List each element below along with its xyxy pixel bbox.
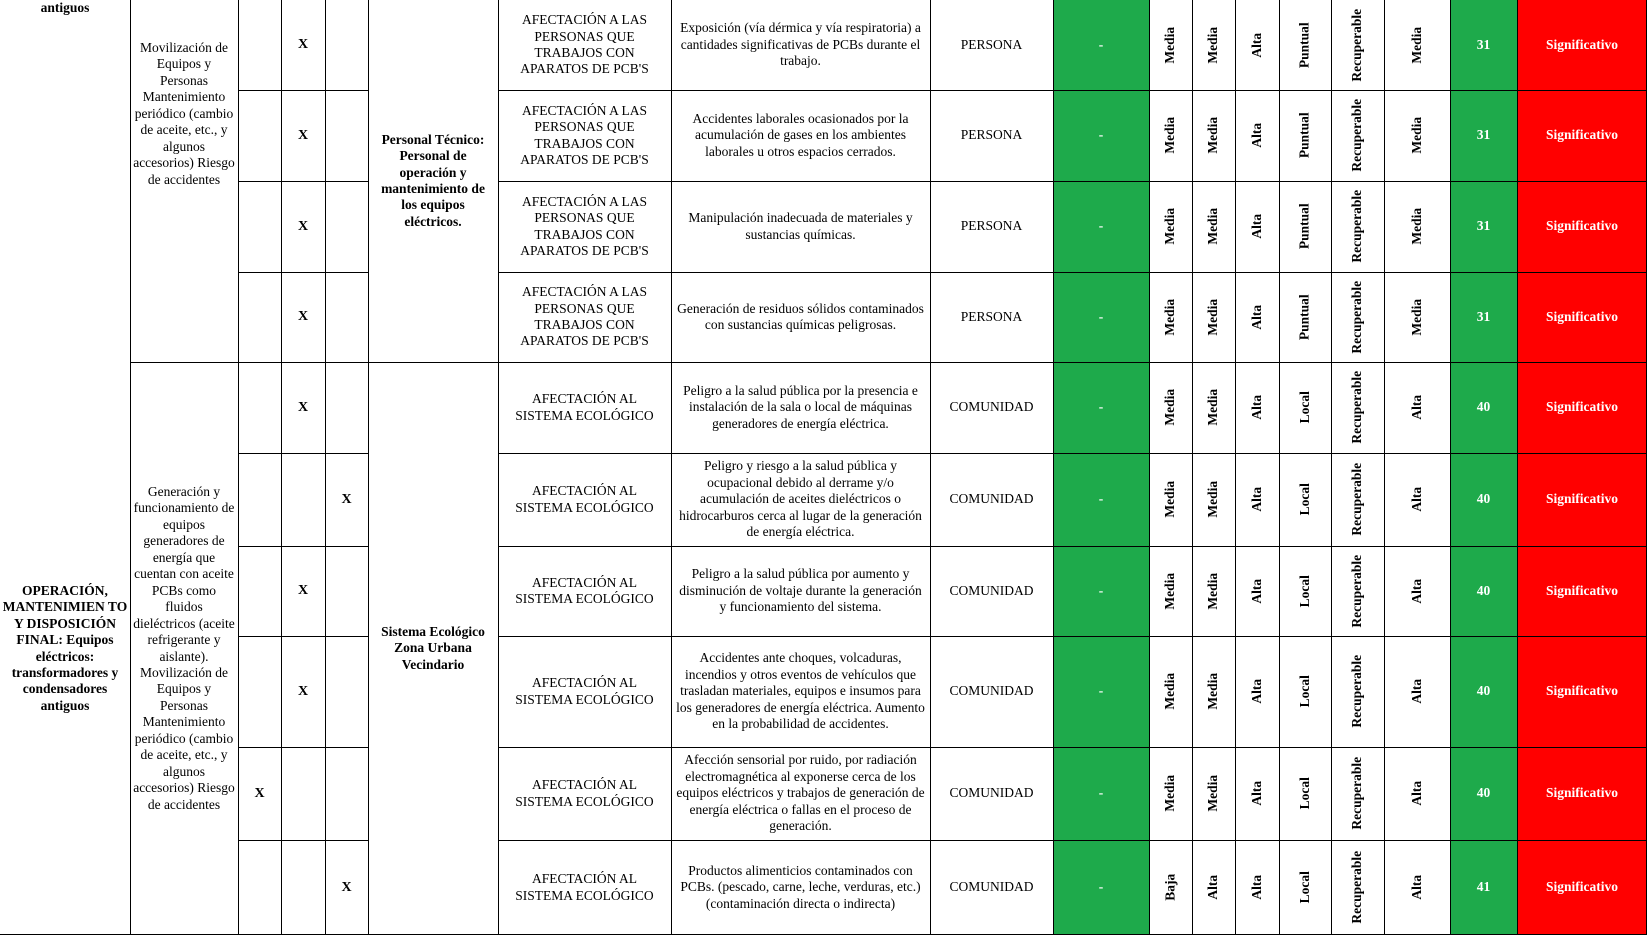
rating-v1-text: Baja xyxy=(1162,874,1178,901)
result-cell: Significativo xyxy=(1517,90,1647,181)
grid-line xyxy=(368,0,369,935)
mark-m2 xyxy=(281,840,325,935)
rating-v6-text: Media xyxy=(1408,117,1424,154)
result-cell: Significativo xyxy=(1517,546,1647,636)
rating-v2 xyxy=(1192,272,1235,362)
mark-m1 xyxy=(238,181,281,272)
rating-v5 xyxy=(1331,90,1384,181)
score-cell: 31 xyxy=(1450,272,1517,362)
grid-line xyxy=(498,0,499,935)
rating-v4 xyxy=(1279,0,1331,90)
impact-type-cell: AFECTACIÓN A LAS PERSONAS QUE TRABAJOS CON APARATOS DE PCB'S xyxy=(520,193,649,258)
mark-m2 xyxy=(281,747,325,840)
rating-v6-text: Media xyxy=(1408,298,1424,336)
rating-v5 xyxy=(1331,453,1384,546)
rating-v4 xyxy=(1279,546,1331,636)
mark-m3: X xyxy=(341,879,352,895)
rating-v6-text: Alta xyxy=(1408,875,1424,900)
rating-v1-text: Media xyxy=(1162,481,1178,518)
rating-v2 xyxy=(1192,546,1235,636)
grid-line xyxy=(930,0,931,935)
score-cell: 40 xyxy=(1450,453,1517,546)
rating-v2-text: Media xyxy=(1205,208,1221,245)
sign-cell: - xyxy=(1053,747,1149,840)
impact-type-cell: AFECTACIÓN A LAS PERSONAS QUE TRABAJOS CON APARATOS DE PCB'S xyxy=(520,102,649,167)
rating-v5-text: Recuperable xyxy=(1349,463,1365,536)
rating-v5 xyxy=(1331,181,1384,272)
mark-m3 xyxy=(325,181,368,272)
mark-m1: X xyxy=(254,785,265,801)
rating-v4-text: Local xyxy=(1296,871,1312,904)
rating-v3 xyxy=(1235,747,1279,840)
rating-v3-text: Alta xyxy=(1248,875,1264,900)
rating-v5-text: Recuperable xyxy=(1349,371,1365,444)
rating-v2 xyxy=(1192,840,1235,935)
grid-line xyxy=(238,272,368,273)
grid-line xyxy=(671,0,672,935)
receptor-type-cell: COMUNIDAD xyxy=(949,879,1034,895)
grid-line xyxy=(1450,0,1451,935)
sign-cell: - xyxy=(1053,362,1149,453)
mark-m3 xyxy=(325,362,368,453)
mark-m3 xyxy=(325,747,368,840)
receptor-type-cell: PERSONA xyxy=(960,127,1023,143)
mark-m2: X xyxy=(297,218,309,234)
rating-v4 xyxy=(1279,181,1331,272)
grid-line xyxy=(498,840,1647,841)
rating-v3-text: Alta xyxy=(1248,395,1264,420)
rating-v3-text: Alta xyxy=(1248,32,1264,58)
rating-v5 xyxy=(1331,0,1384,90)
grid-line xyxy=(238,181,368,182)
receptor-type-cell: COMUNIDAD xyxy=(949,683,1034,699)
grid-line xyxy=(130,0,131,935)
grid-line xyxy=(498,546,1647,547)
sign-cell: - xyxy=(1053,272,1149,362)
grid-line xyxy=(1053,0,1054,935)
rating-v1-text: Media xyxy=(1162,208,1178,245)
rating-v5-text: Recuperable xyxy=(1349,851,1365,924)
grid-line xyxy=(238,0,239,935)
rating-v4-text: Puntual xyxy=(1296,22,1312,68)
rating-v3 xyxy=(1235,453,1279,546)
result-cell: Significativo xyxy=(1517,181,1647,272)
impact-description-cell: Peligro a la salud pública por la presencia e instalación de la sala o local de máquinas generadores de energía eléctrica. xyxy=(683,382,918,431)
rating-v1-text: Media xyxy=(1162,673,1178,710)
rating-v5-text: Recuperable xyxy=(1349,99,1365,172)
grid-line xyxy=(498,453,1647,454)
result-cell: Significativo xyxy=(1517,840,1647,935)
rating-v6 xyxy=(1384,362,1450,453)
mark-m1 xyxy=(238,90,281,181)
mark-m3 xyxy=(325,90,368,181)
rating-v1 xyxy=(1149,747,1192,840)
rating-v6 xyxy=(1384,272,1450,362)
rating-v2-text: Media xyxy=(1205,298,1221,336)
rating-v6 xyxy=(1384,747,1450,840)
grid-line xyxy=(238,747,368,748)
stage-cell: OPERACIÓN, MANTENIMIEN TO Y DISPOSICIÓN FINAL: Equipos eléctricos: transformadores y condensadores antiguos xyxy=(2,582,128,713)
rating-v4 xyxy=(1279,272,1331,362)
rating-v3-text: Alta xyxy=(1248,679,1264,704)
rating-v4-text: Local xyxy=(1296,483,1312,516)
rating-v1-text: Media xyxy=(1162,26,1178,64)
rating-v1 xyxy=(1149,362,1192,453)
receptor-type-cell: PERSONA xyxy=(960,218,1023,234)
rating-v2 xyxy=(1192,362,1235,453)
rating-v2-text: Media xyxy=(1205,389,1221,426)
grid-line xyxy=(1384,0,1385,935)
rating-v4 xyxy=(1279,453,1331,546)
rating-v4-text: Local xyxy=(1296,574,1312,608)
rating-v1 xyxy=(1149,840,1192,935)
result-cell: Significativo xyxy=(1517,362,1647,453)
rating-v1 xyxy=(1149,546,1192,636)
score-cell: 40 xyxy=(1450,546,1517,636)
impact-description-cell: Afección sensorial por ruido, por radiación electromagnética al exponerse cerca de los equipos eléctricos y trabajos de generación de energía eléctrica o fallas en el proceso de generación. xyxy=(676,752,925,834)
rating-v4-text: Puntual xyxy=(1296,294,1312,340)
score-cell: 31 xyxy=(1450,181,1517,272)
rating-v6-text: Alta xyxy=(1408,578,1424,604)
rating-v5-text: Recuperable xyxy=(1349,8,1365,82)
rating-v5 xyxy=(1331,840,1384,935)
rating-v1-text: Media xyxy=(1162,389,1178,426)
rating-v6 xyxy=(1384,840,1450,935)
mark-m1 xyxy=(238,546,281,636)
mark-m2: X xyxy=(297,399,309,415)
rating-v2 xyxy=(1192,181,1235,272)
mark-m3 xyxy=(325,0,368,90)
rating-v5 xyxy=(1331,636,1384,747)
rating-v3 xyxy=(1235,0,1279,90)
mark-m3: X xyxy=(341,491,352,507)
rating-v1 xyxy=(1149,0,1192,90)
rating-v5 xyxy=(1331,272,1384,362)
rating-v4 xyxy=(1279,747,1331,840)
rating-v6-text: Media xyxy=(1408,26,1424,64)
result-cell: Significativo xyxy=(1517,0,1647,90)
rating-v4-text: Local xyxy=(1296,675,1312,708)
mark-m3 xyxy=(325,272,368,362)
rating-v2 xyxy=(1192,747,1235,840)
rating-v6-text: Alta xyxy=(1408,395,1424,420)
receptor-type-cell: COMUNIDAD xyxy=(949,399,1034,415)
impact-description-cell: Accidentes ante choques, volcaduras, incendios y otros eventos de vehículos que trasladan materiales, equipos e insumos para los generadores de energía eléctrica. Aumento en la probabilidad de accidentes. xyxy=(676,650,925,732)
score-cell: 31 xyxy=(1450,90,1517,181)
receptor-cell: Sistema Ecológico Zona Urbana Vecindario xyxy=(381,623,485,672)
rating-v2-text: Media xyxy=(1205,117,1221,154)
mark-m1 xyxy=(238,362,281,453)
rating-v3 xyxy=(1235,546,1279,636)
mark-m3 xyxy=(325,636,368,747)
grid-line xyxy=(1149,0,1150,935)
rating-v3 xyxy=(1235,272,1279,362)
rating-v1 xyxy=(1149,453,1192,546)
impact-description-cell: Exposición (vía dérmica y vía respiratoria) a cantidades significativas de PCBs durante el trabajo. xyxy=(680,20,921,69)
sign-cell: - xyxy=(1053,0,1149,90)
impact-description-cell: Accidentes laborales ocasionados por la acumulación de gases en los ambientes laborales u otros espacios cerrados. xyxy=(692,110,909,159)
grid-line xyxy=(238,90,368,91)
mark-m2: X xyxy=(297,583,309,599)
mark-m1 xyxy=(238,636,281,747)
rating-v1 xyxy=(1149,272,1192,362)
rating-v3-text: Alta xyxy=(1248,578,1264,604)
grid-line xyxy=(325,0,326,935)
rating-v2-text: Media xyxy=(1205,775,1221,812)
mark-m1 xyxy=(238,0,281,90)
grid-line xyxy=(238,840,368,841)
impact-type-cell: AFECTACIÓN AL SISTEMA ECOLÓGICO xyxy=(515,483,654,515)
impact-type-cell: AFECTACIÓN A LAS PERSONAS QUE TRABAJOS CON APARATOS DE PCB'S xyxy=(520,284,649,349)
rating-v6 xyxy=(1384,453,1450,546)
rating-v2 xyxy=(1192,636,1235,747)
rating-v2-text: Media xyxy=(1205,673,1221,710)
rating-v2-text: Alta xyxy=(1205,875,1221,900)
grid-line xyxy=(1279,0,1280,935)
rating-v6 xyxy=(1384,636,1450,747)
impact-type-cell: AFECTACIÓN AL SISTEMA ECOLÓGICO xyxy=(515,871,654,903)
rating-v5 xyxy=(1331,546,1384,636)
rating-v6-text: Alta xyxy=(1408,781,1424,806)
mark-m3 xyxy=(325,546,368,636)
rating-v3-text: Alta xyxy=(1248,214,1264,239)
score-cell: 40 xyxy=(1450,636,1517,747)
mark-m1 xyxy=(238,840,281,935)
grid-line xyxy=(498,636,1647,637)
sign-cell: - xyxy=(1053,453,1149,546)
rating-v6 xyxy=(1384,0,1450,90)
rating-v1-text: Media xyxy=(1162,117,1178,154)
rating-v5-text: Recuperable xyxy=(1349,190,1365,263)
grid-line xyxy=(1517,0,1518,935)
rating-v4-text: Puntual xyxy=(1296,203,1312,250)
rating-v4 xyxy=(1279,90,1331,181)
rating-v3 xyxy=(1235,90,1279,181)
rating-v6-text: Alta xyxy=(1408,487,1424,512)
rating-v5-text: Recuperable xyxy=(1349,280,1365,354)
rating-v5 xyxy=(1331,362,1384,453)
grid-line xyxy=(498,272,1647,273)
grid-line xyxy=(238,546,368,547)
receptor-type-cell: COMUNIDAD xyxy=(949,582,1034,598)
grid-line xyxy=(1235,0,1236,935)
grid-line xyxy=(498,90,1647,91)
impact-type-cell: AFECTACIÓN AL SISTEMA ECOLÓGICO xyxy=(515,574,654,606)
rating-v5 xyxy=(1331,747,1384,840)
grid-line xyxy=(498,181,1647,182)
impact-description-cell: Peligro y riesgo a la salud pública y ocupacional debido al derrame y/o acumulación de aceites dieléctricos o hidrocarburos cerca al lugar de la generación de energía eléctrica. xyxy=(679,458,922,540)
sign-cell: - xyxy=(1053,636,1149,747)
stage-cell-fragment: antiguos xyxy=(40,0,90,15)
grid-line xyxy=(238,453,368,454)
rating-v3-text: Alta xyxy=(1248,487,1264,512)
result-cell: Significativo xyxy=(1517,747,1647,840)
impact-type-cell: AFECTACIÓN AL SISTEMA ECOLÓGICO xyxy=(515,675,654,707)
mark-m1 xyxy=(238,272,281,362)
rating-v4 xyxy=(1279,362,1331,453)
impact-type-cell: AFECTACIÓN AL SISTEMA ECOLÓGICO xyxy=(515,777,654,809)
grid-line xyxy=(238,636,368,637)
receptor-cell: Personal Técnico: Personal de operación y mantenimiento de los equipos eléctricos. xyxy=(381,131,485,229)
rating-v6-text: Media xyxy=(1408,208,1424,245)
mark-m2: X xyxy=(297,309,309,325)
rating-v2-text: Media xyxy=(1205,572,1221,610)
sign-cell: - xyxy=(1053,181,1149,272)
rating-v2 xyxy=(1192,0,1235,90)
impact-description-cell: Productos alimenticios contaminados con PCBs. (pescado, carne, leche, verduras, etc.) (contaminación directa o indirecta) xyxy=(680,862,921,911)
rating-v6 xyxy=(1384,546,1450,636)
mark-m2: X xyxy=(297,37,309,53)
activity-cell: Generación y funcionamiento de equipos generadores de energía que cuentan con aceite PCBs como fluidos dieléctricos (aceite refrigerante y aislante). Movilización de Equipos y Personas Mantenimiento periódico (cambio de aceite, etc., y algunos accesorios) Riesgo de accidentes xyxy=(133,483,235,812)
rating-v1 xyxy=(1149,90,1192,181)
rating-v6-text: Alta xyxy=(1408,679,1424,704)
rating-v4 xyxy=(1279,840,1331,935)
rating-v3 xyxy=(1235,181,1279,272)
rating-v5-text: Recuperable xyxy=(1349,655,1365,728)
receptor-type-cell: COMUNIDAD xyxy=(949,491,1034,507)
rating-v3 xyxy=(1235,840,1279,935)
rating-v1-text: Media xyxy=(1162,298,1178,336)
rating-v3 xyxy=(1235,636,1279,747)
rating-v4-text: Puntual xyxy=(1296,112,1312,159)
rating-v4-text: Local xyxy=(1296,777,1312,810)
sign-cell: - xyxy=(1053,840,1149,935)
rating-v6 xyxy=(1384,90,1450,181)
grid-line xyxy=(130,362,1647,363)
impact-type-cell: AFECTACIÓN A LAS PERSONAS QUE TRABAJOS CON APARATOS DE PCB'S xyxy=(520,12,649,77)
score-cell: 31 xyxy=(1450,0,1517,90)
receptor-type-cell: PERSONA xyxy=(960,36,1023,52)
rating-v2 xyxy=(1192,453,1235,546)
impact-type-cell: AFECTACIÓN AL SISTEMA ECOLÓGICO xyxy=(515,391,654,423)
grid-line xyxy=(281,0,282,935)
rating-v1 xyxy=(1149,636,1192,747)
rating-v5-text: Recuperable xyxy=(1349,554,1365,628)
impact-description-cell: Manipulación inadecuada de materiales y sustancias químicas. xyxy=(688,210,913,242)
score-cell: 41 xyxy=(1450,840,1517,935)
sign-cell: - xyxy=(1053,546,1149,636)
score-cell: 40 xyxy=(1450,362,1517,453)
rating-v1-text: Media xyxy=(1162,775,1178,812)
sign-cell: - xyxy=(1053,90,1149,181)
rating-v1-text: Media xyxy=(1162,572,1178,610)
rating-v6 xyxy=(1384,181,1450,272)
impact-description-cell: Peligro a la salud pública por aumento y disminución de voltaje durante la generación y funcionamiento del sistema. xyxy=(679,566,922,615)
result-cell: Significativo xyxy=(1517,272,1647,362)
mark-m2: X xyxy=(297,683,309,699)
rating-v2-text: Media xyxy=(1205,481,1221,518)
rating-v3-text: Alta xyxy=(1248,123,1264,148)
receptor-type-cell: PERSONA xyxy=(960,308,1023,324)
activity-cell: Movilización de Equipos y Personas Mantenimiento periódico (cambio de aceite, etc., y algunos accesorios) Riesgo de accidentes xyxy=(133,40,235,187)
impact-description-cell: Generación de residuos sólidos contaminados con sustancias químicas peligrosas. xyxy=(677,300,924,332)
mark-m1 xyxy=(238,453,281,546)
rating-v5-text: Recuperable xyxy=(1349,757,1365,830)
mark-m2: X xyxy=(297,127,309,143)
result-cell: Significativo xyxy=(1517,636,1647,747)
rating-v1 xyxy=(1149,181,1192,272)
grid-line xyxy=(1192,0,1193,935)
score-cell: 40 xyxy=(1450,747,1517,840)
rating-v3 xyxy=(1235,362,1279,453)
mark-m2 xyxy=(281,453,325,546)
rating-v4 xyxy=(1279,636,1331,747)
rating-v4-text: Local xyxy=(1296,391,1312,424)
rating-v2 xyxy=(1192,90,1235,181)
rating-v2-text: Media xyxy=(1205,26,1221,64)
receptor-type-cell: COMUNIDAD xyxy=(949,785,1034,801)
grid-line xyxy=(498,747,1647,748)
result-cell: Significativo xyxy=(1517,453,1647,546)
rating-v3-text: Alta xyxy=(1248,304,1264,330)
rating-v3-text: Alta xyxy=(1248,781,1264,806)
grid-line xyxy=(1331,0,1332,935)
